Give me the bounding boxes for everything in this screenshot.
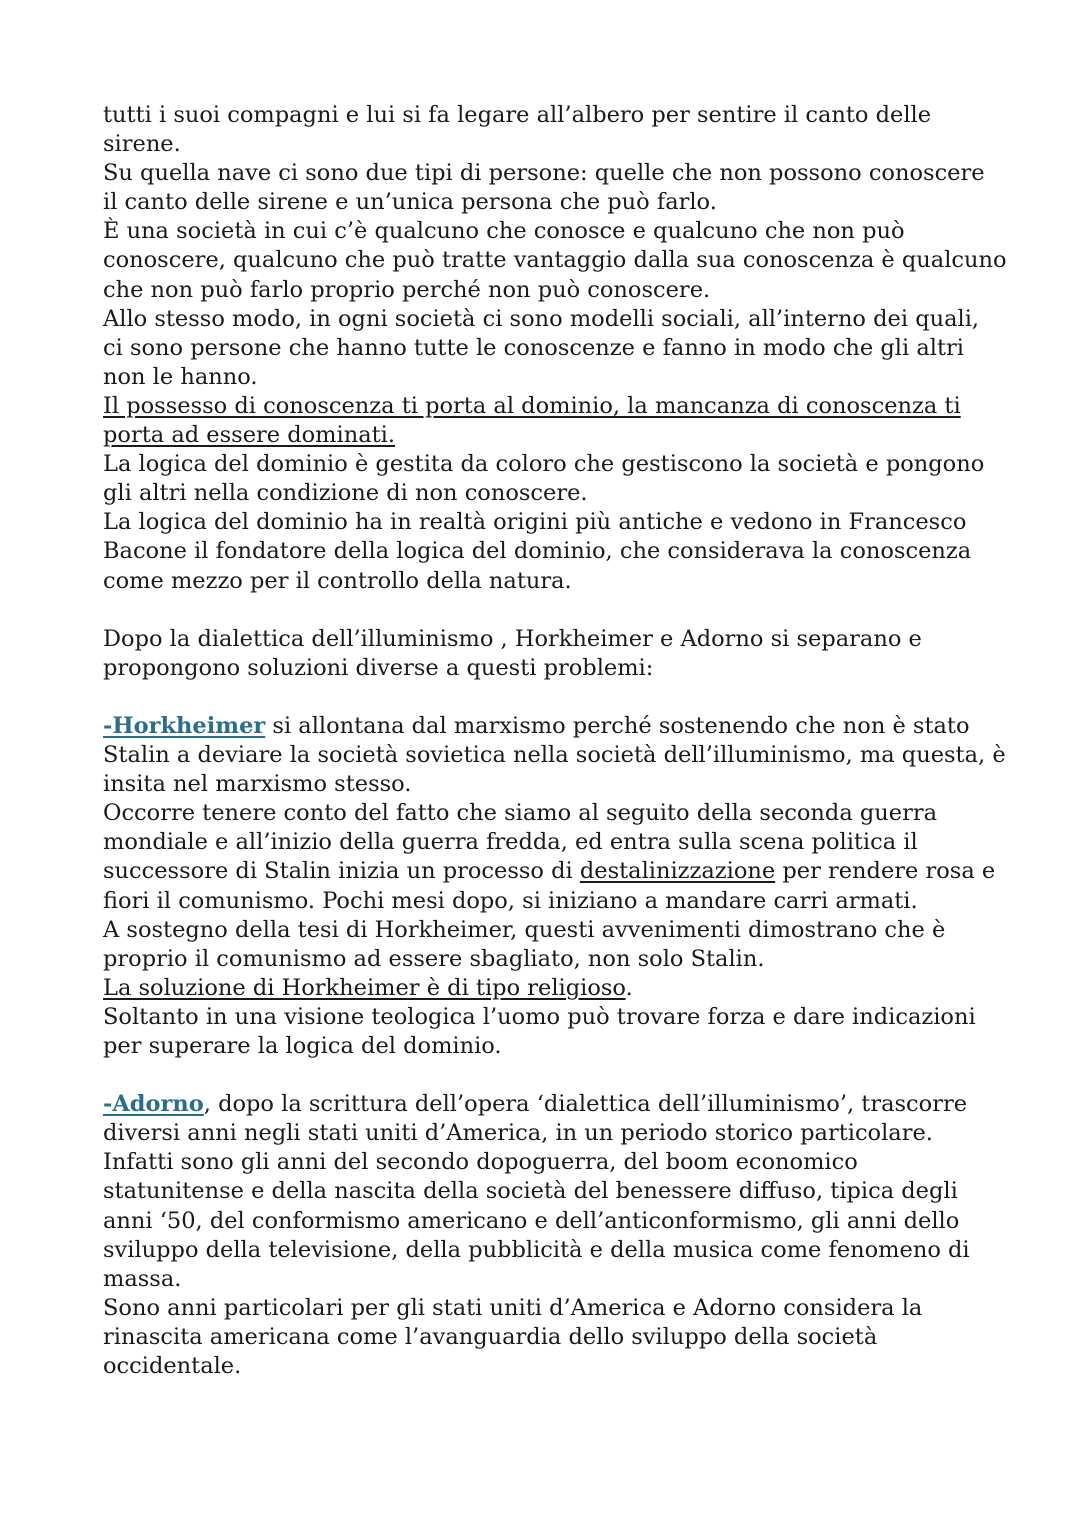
text-fragment: si allontana dal marxismo perché sostenendo che non è stato <box>265 712 970 739</box>
text-line: Allo stesso modo, in ogni società ci sono modelli sociali, all’interno dei quali, <box>103 305 980 332</box>
text-line: il canto delle sirene e un’unica persona che può farlo. <box>103 189 717 216</box>
underlined-text: Il possesso di conoscenza ti porta al dominio, la mancanza di conoscenza ti <box>103 392 961 419</box>
text-line: Dopo la dialettica dell’illuminismo , Horkheimer e Adorno si separano e <box>103 625 922 652</box>
section-horkheimer <box>103 712 1006 1061</box>
text-line: tutti i suoi compagni e lui si fa legare all’albero per sentire il canto delle <box>103 102 932 128</box>
paragraph-spacer <box>103 683 1003 712</box>
adorno-heading: -Adorno <box>103 1091 204 1118</box>
horkheimer-heading: -Horkheimer <box>103 712 266 739</box>
text-line: sviluppo della televisione, della pubblicità e della musica come fenomeno di <box>103 1236 970 1263</box>
text-line: insita nel marxismo stesso. <box>103 771 412 798</box>
text-line: che non può farlo proprio perché non può conoscere. <box>103 276 711 303</box>
text-line: anni ‘50, del conformismo americano e dell’anticonformismo, gli anni dello <box>103 1207 960 1234</box>
text-line: gli altri nella condizione di non conoscere. <box>103 480 588 507</box>
text-line: Bacone il fondatore della logica del dominio, che considerava la conoscenza <box>103 538 972 565</box>
text-line: non le hanno. <box>103 363 258 390</box>
text-line: proprio il comunismo ad essere sbagliato, non solo Stalin. <box>103 945 765 972</box>
text-line: per superare la logica del dominio. <box>103 1033 502 1059</box>
document-page <box>103 101 1007 1381</box>
text-line: statunitense e della nascita della società del benessere diffuso, tipica degli <box>103 1178 958 1205</box>
text-line: come mezzo per il controllo della natura. <box>103 567 572 594</box>
text-line: Sono anni particolari per gli stati uniti d’America e Adorno considera la <box>103 1294 923 1321</box>
text-line <box>103 712 1003 741</box>
paragraph-sirens <box>103 101 1007 596</box>
text-line: ci sono persone che hanno tutte le conoscenze e fanno in modo che gli altri <box>103 334 964 361</box>
text-line: massa. <box>103 1265 182 1292</box>
text-line: diversi anni negli stati uniti d’America, in un periodo storico particolare. <box>103 1120 933 1147</box>
underlined-thesis <box>103 392 1003 421</box>
text-line <box>103 1090 1003 1119</box>
text-line: A sostegno della tesi di Horkheimer, questi avvenimenti dimostrano che è <box>103 916 946 943</box>
text-fragment: successore di Stalin inizia un processo di <box>103 858 580 885</box>
paragraph-spacer <box>103 596 1003 625</box>
text-fragment: . <box>625 974 633 1001</box>
text-line: Infatti sono gli anni del secondo dopoguerra, del boom economico <box>103 1149 858 1176</box>
paragraph-intro-split <box>103 625 1003 683</box>
underlined-thesis <box>103 421 1003 450</box>
text-line: occidentale. <box>103 1353 242 1380</box>
text-line: Occorre tenere conto del fatto che siamo al seguito della seconda guerra <box>103 800 938 827</box>
text-fragment: per rendere rosa e <box>775 858 996 885</box>
text-line: mondiale e all’inizio della guerra fredda, ed entra sulla scena politica il <box>103 829 918 856</box>
underlined-text: porta ad essere dominati. <box>103 422 396 449</box>
text-line <box>103 974 1003 1003</box>
text-line: sirene. <box>103 131 181 158</box>
paragraph-spacer <box>103 1061 1003 1090</box>
text-line <box>103 857 1003 886</box>
text-line: propongono soluzioni diverse a questi problemi: <box>103 654 654 681</box>
text-line: Stalin a deviare la società sovietica nella società dell’illuminismo, ma questa, è <box>103 742 1006 769</box>
text-line: fiori il comunismo. Pochi mesi dopo, si iniziano a mandare carri armati. <box>103 887 918 914</box>
text-line: conoscere, qualcuno che può tratte vantaggio dalla sua conoscenza è qualcuno <box>103 247 1007 274</box>
text-fragment: , dopo la scrittura dell’opera ‘dialettica dell’illuminismo’, trascorre <box>203 1091 968 1118</box>
section-adorno <box>103 1090 1003 1381</box>
text-line: È una società in cui c’è qualcuno che conosce e qualcuno che non può <box>103 218 905 245</box>
text-line: Soltanto in una visione teologica l’uomo può trovare forza e dare indicazioni <box>103 1003 976 1030</box>
text-line: rinascita americana come l’avanguardia dello sviluppo della società <box>103 1323 878 1350</box>
text-line: Su quella nave ci sono due tipi di persone: quelle che non possono conoscere <box>103 160 985 187</box>
underlined-solution: La soluzione di Horkheimer è di tipo religioso <box>103 974 626 1001</box>
underlined-term: destalinizzazione <box>579 858 776 885</box>
text-line: La logica del dominio ha in realtà origini più antiche e vedono in Francesco <box>103 509 967 536</box>
text-line: La logica del dominio è gestita da coloro che gestiscono la società e pongono <box>103 451 985 478</box>
